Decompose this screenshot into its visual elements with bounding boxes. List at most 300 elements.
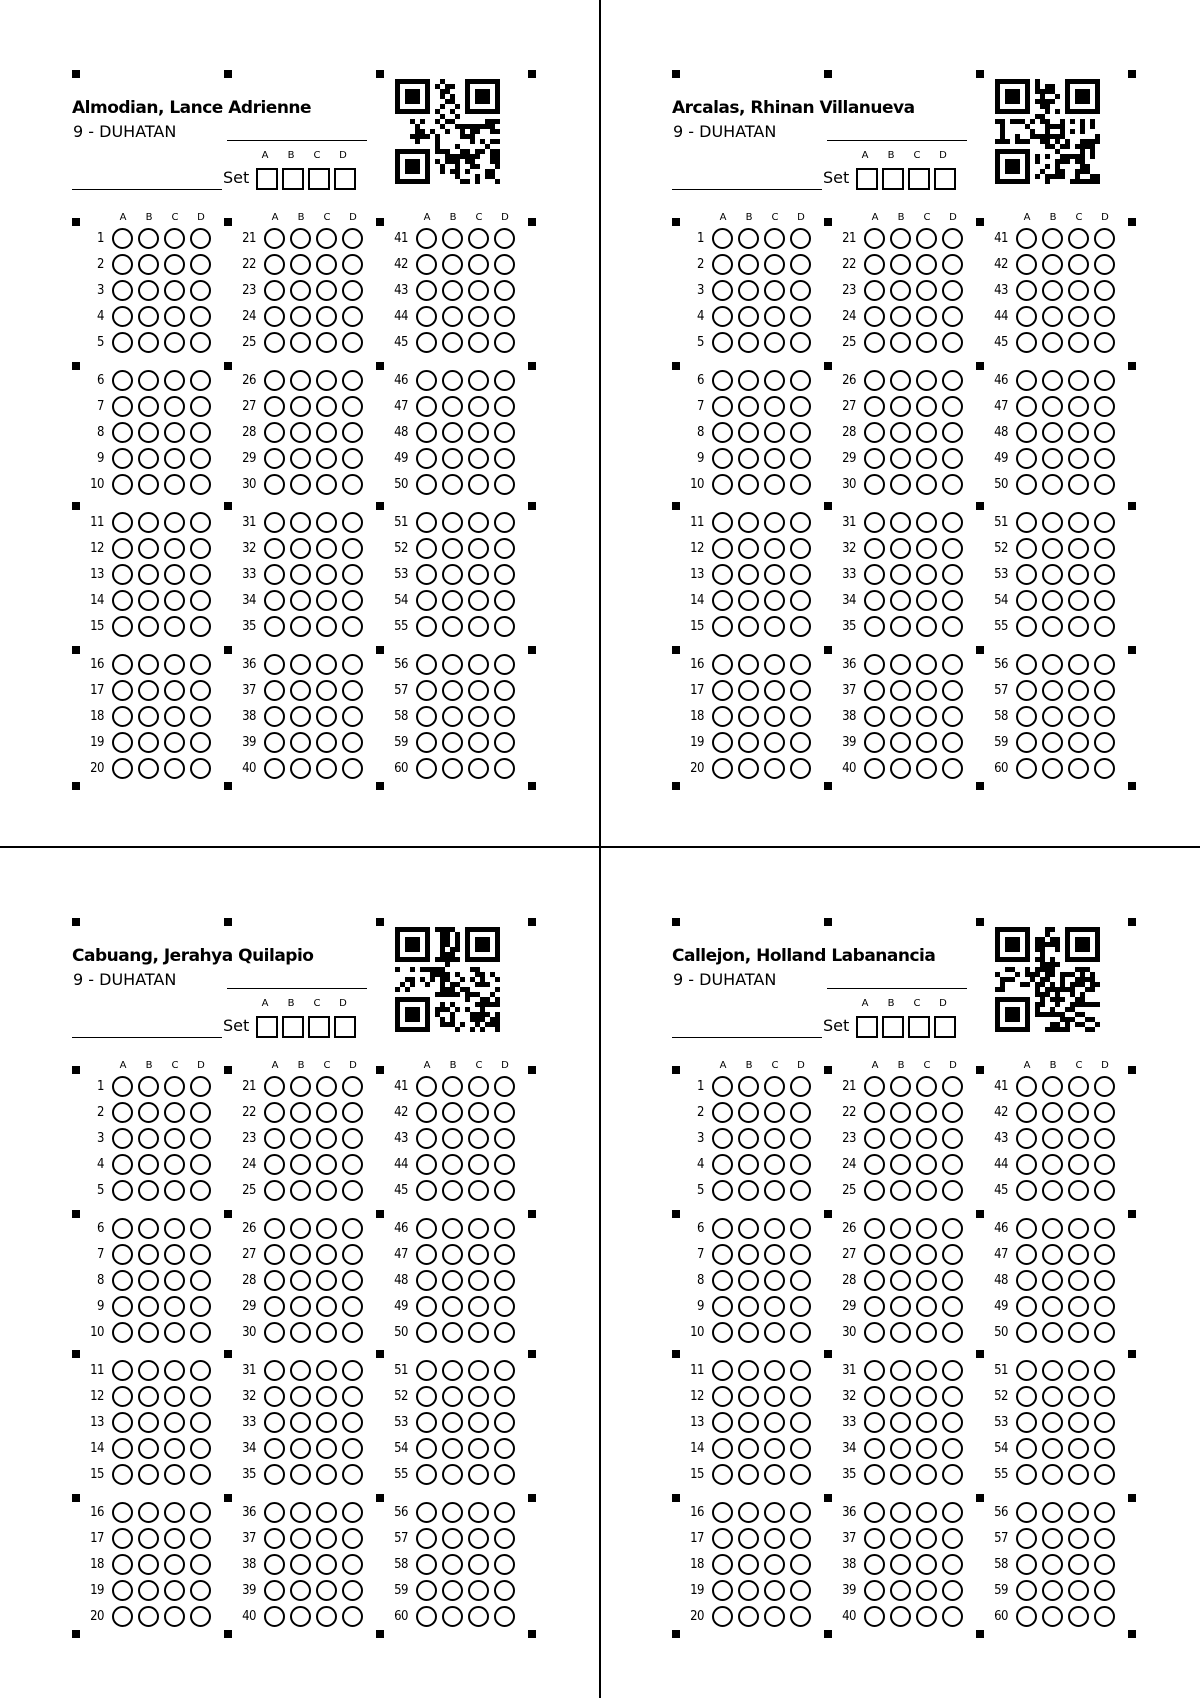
answer-bubble-icon[interactable] bbox=[442, 1154, 463, 1175]
answer-bubble-icon[interactable] bbox=[164, 474, 185, 495]
answer-bubble-icon[interactable] bbox=[1042, 474, 1063, 495]
answer-bubble-icon[interactable] bbox=[442, 1438, 463, 1459]
answer-bubble-icon[interactable] bbox=[316, 280, 337, 301]
answer-bubble-icon[interactable] bbox=[890, 1244, 911, 1265]
answer-bubble-icon[interactable] bbox=[864, 1554, 885, 1575]
answer-bubble-icon[interactable] bbox=[1042, 1180, 1063, 1201]
answer-bubble-icon[interactable] bbox=[790, 1076, 811, 1097]
answer-bubble-icon[interactable] bbox=[164, 590, 185, 611]
answer-bubble-icon[interactable] bbox=[468, 1296, 489, 1317]
answer-bubble-icon[interactable] bbox=[164, 1076, 185, 1097]
answer-bubble-icon[interactable] bbox=[468, 1502, 489, 1523]
answer-bubble-icon[interactable] bbox=[342, 706, 363, 727]
answer-bubble-icon[interactable] bbox=[712, 680, 733, 701]
answer-bubble-icon[interactable] bbox=[890, 538, 911, 559]
answer-bubble-icon[interactable] bbox=[316, 1076, 337, 1097]
answer-bubble-icon[interactable] bbox=[442, 654, 463, 675]
answer-bubble-icon[interactable] bbox=[1068, 1076, 1089, 1097]
answer-bubble-icon[interactable] bbox=[112, 396, 133, 417]
answer-bubble-icon[interactable] bbox=[112, 1244, 133, 1265]
answer-bubble-icon[interactable] bbox=[316, 1296, 337, 1317]
answer-bubble-icon[interactable] bbox=[494, 280, 515, 301]
answer-bubble-icon[interactable] bbox=[890, 1360, 911, 1381]
answer-bubble-icon[interactable] bbox=[916, 1412, 937, 1433]
answer-bubble-icon[interactable] bbox=[416, 1438, 437, 1459]
answer-bubble-icon[interactable] bbox=[1016, 1554, 1037, 1575]
answer-bubble-icon[interactable] bbox=[864, 706, 885, 727]
answer-bubble-icon[interactable] bbox=[1094, 1412, 1115, 1433]
answer-bubble-icon[interactable] bbox=[442, 1128, 463, 1149]
answer-bubble-icon[interactable] bbox=[468, 1154, 489, 1175]
answer-bubble-icon[interactable] bbox=[190, 1180, 211, 1201]
answer-bubble-icon[interactable] bbox=[494, 1386, 515, 1407]
answer-bubble-icon[interactable] bbox=[290, 1296, 311, 1317]
answer-bubble-icon[interactable] bbox=[1094, 1296, 1115, 1317]
answer-bubble-icon[interactable] bbox=[712, 254, 733, 275]
answer-bubble-icon[interactable] bbox=[190, 1554, 211, 1575]
answer-bubble-icon[interactable] bbox=[864, 512, 885, 533]
answer-bubble-icon[interactable] bbox=[316, 1464, 337, 1485]
answer-bubble-icon[interactable] bbox=[890, 1554, 911, 1575]
answer-bubble-icon[interactable] bbox=[1068, 396, 1089, 417]
answer-bubble-icon[interactable] bbox=[416, 1360, 437, 1381]
answer-bubble-icon[interactable] bbox=[738, 254, 759, 275]
answer-bubble-icon[interactable] bbox=[1068, 1296, 1089, 1317]
answer-bubble-icon[interactable] bbox=[1094, 1076, 1115, 1097]
answer-bubble-icon[interactable] bbox=[738, 732, 759, 753]
answer-bubble-icon[interactable] bbox=[316, 706, 337, 727]
answer-bubble-icon[interactable] bbox=[738, 1360, 759, 1381]
answer-bubble-icon[interactable] bbox=[164, 448, 185, 469]
answer-bubble-icon[interactable] bbox=[790, 1464, 811, 1485]
answer-bubble-icon[interactable] bbox=[738, 396, 759, 417]
answer-bubble-icon[interactable] bbox=[1094, 1154, 1115, 1175]
answer-bubble-icon[interactable] bbox=[442, 564, 463, 585]
answer-bubble-icon[interactable] bbox=[316, 1502, 337, 1523]
answer-bubble-icon[interactable] bbox=[112, 1270, 133, 1291]
answer-bubble-icon[interactable] bbox=[1042, 1102, 1063, 1123]
answer-bubble-icon[interactable] bbox=[790, 758, 811, 779]
answer-bubble-icon[interactable] bbox=[1016, 512, 1037, 533]
answer-bubble-icon[interactable] bbox=[290, 1386, 311, 1407]
answer-bubble-icon[interactable] bbox=[342, 1180, 363, 1201]
answer-bubble-icon[interactable] bbox=[264, 706, 285, 727]
answer-bubble-icon[interactable] bbox=[112, 538, 133, 559]
answer-bubble-icon[interactable] bbox=[416, 1464, 437, 1485]
answer-bubble-icon[interactable] bbox=[164, 370, 185, 391]
answer-bubble-icon[interactable] bbox=[790, 448, 811, 469]
answer-bubble-icon[interactable] bbox=[1042, 422, 1063, 443]
answer-bubble-icon[interactable] bbox=[864, 228, 885, 249]
answer-bubble-icon[interactable] bbox=[442, 1606, 463, 1627]
answer-bubble-icon[interactable] bbox=[942, 1438, 963, 1459]
answer-bubble-icon[interactable] bbox=[494, 1296, 515, 1317]
answer-bubble-icon[interactable] bbox=[1042, 306, 1063, 327]
answer-bubble-icon[interactable] bbox=[316, 1554, 337, 1575]
answer-bubble-icon[interactable] bbox=[864, 1218, 885, 1239]
answer-bubble-icon[interactable] bbox=[290, 1580, 311, 1601]
answer-bubble-icon[interactable] bbox=[790, 706, 811, 727]
answer-bubble-icon[interactable] bbox=[1094, 538, 1115, 559]
answer-bubble-icon[interactable] bbox=[738, 422, 759, 443]
answer-bubble-icon[interactable] bbox=[1016, 422, 1037, 443]
answer-bubble-icon[interactable] bbox=[468, 1464, 489, 1485]
answer-bubble-icon[interactable] bbox=[890, 512, 911, 533]
answer-bubble-icon[interactable] bbox=[416, 1180, 437, 1201]
answer-bubble-icon[interactable] bbox=[264, 370, 285, 391]
answer-bubble-icon[interactable] bbox=[442, 1464, 463, 1485]
answer-bubble-icon[interactable] bbox=[138, 228, 159, 249]
answer-bubble-icon[interactable] bbox=[864, 1270, 885, 1291]
answer-bubble-icon[interactable] bbox=[1094, 1360, 1115, 1381]
answer-bubble-icon[interactable] bbox=[290, 228, 311, 249]
answer-bubble-icon[interactable] bbox=[764, 538, 785, 559]
answer-bubble-icon[interactable] bbox=[1094, 1464, 1115, 1485]
answer-bubble-icon[interactable] bbox=[290, 1438, 311, 1459]
answer-bubble-icon[interactable] bbox=[864, 732, 885, 753]
answer-bubble-icon[interactable] bbox=[494, 654, 515, 675]
answer-bubble-icon[interactable] bbox=[416, 512, 437, 533]
answer-bubble-icon[interactable] bbox=[494, 1360, 515, 1381]
answer-bubble-icon[interactable] bbox=[890, 1606, 911, 1627]
answer-bubble-icon[interactable] bbox=[1016, 1180, 1037, 1201]
answer-bubble-icon[interactable] bbox=[342, 280, 363, 301]
answer-bubble-icon[interactable] bbox=[1016, 1244, 1037, 1265]
answer-bubble-icon[interactable] bbox=[138, 254, 159, 275]
answer-bubble-icon[interactable] bbox=[764, 422, 785, 443]
answer-bubble-icon[interactable] bbox=[764, 1218, 785, 1239]
answer-bubble-icon[interactable] bbox=[1094, 474, 1115, 495]
answer-bubble-icon[interactable] bbox=[764, 1606, 785, 1627]
answer-bubble-icon[interactable] bbox=[342, 1580, 363, 1601]
answer-bubble-icon[interactable] bbox=[916, 538, 937, 559]
answer-bubble-icon[interactable] bbox=[416, 590, 437, 611]
answer-bubble-icon[interactable] bbox=[712, 422, 733, 443]
answer-bubble-icon[interactable] bbox=[790, 1102, 811, 1123]
answer-bubble-icon[interactable] bbox=[290, 1528, 311, 1549]
answer-bubble-icon[interactable] bbox=[1094, 680, 1115, 701]
answer-bubble-icon[interactable] bbox=[916, 616, 937, 637]
answer-bubble-icon[interactable] bbox=[190, 1412, 211, 1433]
answer-bubble-icon[interactable] bbox=[890, 1102, 911, 1123]
answer-bubble-icon[interactable] bbox=[264, 1270, 285, 1291]
answer-bubble-icon[interactable] bbox=[138, 1502, 159, 1523]
answer-bubble-icon[interactable] bbox=[916, 370, 937, 391]
answer-bubble-icon[interactable] bbox=[264, 616, 285, 637]
answer-bubble-icon[interactable] bbox=[290, 448, 311, 469]
answer-bubble-icon[interactable] bbox=[890, 1180, 911, 1201]
answer-bubble-icon[interactable] bbox=[790, 654, 811, 675]
answer-bubble-icon[interactable] bbox=[942, 1270, 963, 1291]
answer-bubble-icon[interactable] bbox=[112, 448, 133, 469]
answer-bubble-icon[interactable] bbox=[164, 1502, 185, 1523]
answer-bubble-icon[interactable] bbox=[864, 564, 885, 585]
answer-bubble-icon[interactable] bbox=[1042, 1412, 1063, 1433]
answer-bubble-icon[interactable] bbox=[1042, 1606, 1063, 1627]
answer-bubble-icon[interactable] bbox=[738, 512, 759, 533]
answer-bubble-icon[interactable] bbox=[442, 474, 463, 495]
answer-bubble-icon[interactable] bbox=[416, 1322, 437, 1343]
answer-bubble-icon[interactable] bbox=[942, 422, 963, 443]
answer-bubble-icon[interactable] bbox=[164, 1244, 185, 1265]
answer-bubble-icon[interactable] bbox=[316, 1180, 337, 1201]
answer-bubble-icon[interactable] bbox=[342, 654, 363, 675]
answer-bubble-icon[interactable] bbox=[264, 1296, 285, 1317]
answer-bubble-icon[interactable] bbox=[1016, 1218, 1037, 1239]
answer-bubble-icon[interactable] bbox=[764, 1322, 785, 1343]
answer-bubble-icon[interactable] bbox=[342, 1464, 363, 1485]
answer-bubble-icon[interactable] bbox=[1016, 1360, 1037, 1381]
answer-bubble-icon[interactable] bbox=[494, 1580, 515, 1601]
answer-bubble-icon[interactable] bbox=[190, 1296, 211, 1317]
answer-bubble-icon[interactable] bbox=[942, 680, 963, 701]
answer-bubble-icon[interactable] bbox=[864, 1386, 885, 1407]
answer-bubble-icon[interactable] bbox=[264, 1554, 285, 1575]
answer-bubble-icon[interactable] bbox=[290, 1180, 311, 1201]
answer-bubble-icon[interactable] bbox=[264, 512, 285, 533]
answer-bubble-icon[interactable] bbox=[712, 1528, 733, 1549]
answer-bubble-icon[interactable] bbox=[1094, 564, 1115, 585]
answer-bubble-icon[interactable] bbox=[864, 1180, 885, 1201]
answer-bubble-icon[interactable] bbox=[416, 1296, 437, 1317]
answer-bubble-icon[interactable] bbox=[764, 1296, 785, 1317]
answer-bubble-icon[interactable] bbox=[1042, 1554, 1063, 1575]
answer-bubble-icon[interactable] bbox=[416, 654, 437, 675]
answer-bubble-icon[interactable] bbox=[494, 1412, 515, 1433]
answer-bubble-icon[interactable] bbox=[342, 732, 363, 753]
answer-bubble-icon[interactable] bbox=[468, 280, 489, 301]
answer-bubble-icon[interactable] bbox=[494, 1322, 515, 1343]
answer-bubble-icon[interactable] bbox=[112, 1386, 133, 1407]
answer-bubble-icon[interactable] bbox=[416, 254, 437, 275]
answer-bubble-icon[interactable] bbox=[290, 1360, 311, 1381]
answer-bubble-icon[interactable] bbox=[1094, 1528, 1115, 1549]
answer-bubble-icon[interactable] bbox=[264, 1438, 285, 1459]
answer-bubble-icon[interactable] bbox=[164, 280, 185, 301]
answer-bubble-icon[interactable] bbox=[494, 564, 515, 585]
answer-bubble-icon[interactable] bbox=[442, 732, 463, 753]
answer-bubble-icon[interactable] bbox=[738, 1218, 759, 1239]
answer-bubble-icon[interactable] bbox=[442, 1076, 463, 1097]
answer-bubble-icon[interactable] bbox=[342, 370, 363, 391]
set-choice-box[interactable] bbox=[334, 1016, 356, 1038]
answer-bubble-icon[interactable] bbox=[494, 680, 515, 701]
answer-bubble-icon[interactable] bbox=[342, 1412, 363, 1433]
answer-bubble-icon[interactable] bbox=[1068, 706, 1089, 727]
answer-bubble-icon[interactable] bbox=[468, 1270, 489, 1291]
answer-bubble-icon[interactable] bbox=[1068, 616, 1089, 637]
answer-bubble-icon[interactable] bbox=[264, 332, 285, 353]
answer-bubble-icon[interactable] bbox=[890, 758, 911, 779]
answer-bubble-icon[interactable] bbox=[494, 1438, 515, 1459]
answer-bubble-icon[interactable] bbox=[1094, 732, 1115, 753]
answer-bubble-icon[interactable] bbox=[864, 1128, 885, 1149]
answer-bubble-icon[interactable] bbox=[1068, 590, 1089, 611]
answer-bubble-icon[interactable] bbox=[942, 254, 963, 275]
answer-bubble-icon[interactable] bbox=[764, 1360, 785, 1381]
answer-bubble-icon[interactable] bbox=[890, 422, 911, 443]
answer-bubble-icon[interactable] bbox=[1016, 448, 1037, 469]
answer-bubble-icon[interactable] bbox=[164, 1180, 185, 1201]
answer-bubble-icon[interactable] bbox=[264, 1218, 285, 1239]
answer-bubble-icon[interactable] bbox=[416, 680, 437, 701]
answer-bubble-icon[interactable] bbox=[942, 1606, 963, 1627]
answer-bubble-icon[interactable] bbox=[190, 1580, 211, 1601]
answer-bubble-icon[interactable] bbox=[416, 280, 437, 301]
answer-bubble-icon[interactable] bbox=[164, 1270, 185, 1291]
answer-bubble-icon[interactable] bbox=[712, 396, 733, 417]
answer-bubble-icon[interactable] bbox=[1016, 280, 1037, 301]
answer-bubble-icon[interactable] bbox=[916, 1438, 937, 1459]
answer-bubble-icon[interactable] bbox=[316, 1360, 337, 1381]
answer-bubble-icon[interactable] bbox=[164, 254, 185, 275]
answer-bubble-icon[interactable] bbox=[342, 1554, 363, 1575]
answer-bubble-icon[interactable] bbox=[164, 1128, 185, 1149]
answer-bubble-icon[interactable] bbox=[712, 1322, 733, 1343]
answer-bubble-icon[interactable] bbox=[342, 306, 363, 327]
answer-bubble-icon[interactable] bbox=[942, 732, 963, 753]
answer-bubble-icon[interactable] bbox=[1094, 1102, 1115, 1123]
answer-bubble-icon[interactable] bbox=[112, 1580, 133, 1601]
answer-bubble-icon[interactable] bbox=[138, 1154, 159, 1175]
answer-bubble-icon[interactable] bbox=[190, 280, 211, 301]
answer-bubble-icon[interactable] bbox=[764, 306, 785, 327]
answer-bubble-icon[interactable] bbox=[264, 1412, 285, 1433]
answer-bubble-icon[interactable] bbox=[342, 1606, 363, 1627]
set-choice-box[interactable] bbox=[934, 168, 956, 190]
answer-bubble-icon[interactable] bbox=[1042, 564, 1063, 585]
answer-bubble-icon[interactable] bbox=[738, 706, 759, 727]
answer-bubble-icon[interactable] bbox=[790, 564, 811, 585]
answer-bubble-icon[interactable] bbox=[712, 228, 733, 249]
answer-bubble-icon[interactable] bbox=[342, 1360, 363, 1381]
answer-bubble-icon[interactable] bbox=[112, 1296, 133, 1317]
answer-bubble-icon[interactable] bbox=[764, 616, 785, 637]
answer-bubble-icon[interactable] bbox=[890, 1218, 911, 1239]
answer-bubble-icon[interactable] bbox=[712, 1554, 733, 1575]
answer-bubble-icon[interactable] bbox=[790, 228, 811, 249]
answer-bubble-icon[interactable] bbox=[1042, 1580, 1063, 1601]
answer-bubble-icon[interactable] bbox=[342, 332, 363, 353]
answer-bubble-icon[interactable] bbox=[468, 590, 489, 611]
answer-bubble-icon[interactable] bbox=[442, 228, 463, 249]
answer-bubble-icon[interactable] bbox=[864, 590, 885, 611]
answer-bubble-icon[interactable] bbox=[712, 1244, 733, 1265]
answer-bubble-icon[interactable] bbox=[138, 1386, 159, 1407]
answer-bubble-icon[interactable] bbox=[916, 1528, 937, 1549]
answer-bubble-icon[interactable] bbox=[1068, 1360, 1089, 1381]
answer-bubble-icon[interactable] bbox=[112, 758, 133, 779]
answer-bubble-icon[interactable] bbox=[264, 1154, 285, 1175]
answer-bubble-icon[interactable] bbox=[416, 448, 437, 469]
answer-bubble-icon[interactable] bbox=[1042, 1076, 1063, 1097]
answer-bubble-icon[interactable] bbox=[1068, 538, 1089, 559]
answer-bubble-icon[interactable] bbox=[316, 1386, 337, 1407]
answer-bubble-icon[interactable] bbox=[916, 306, 937, 327]
answer-bubble-icon[interactable] bbox=[494, 538, 515, 559]
answer-bubble-icon[interactable] bbox=[864, 332, 885, 353]
answer-bubble-icon[interactable] bbox=[1068, 1244, 1089, 1265]
answer-bubble-icon[interactable] bbox=[864, 1412, 885, 1433]
answer-bubble-icon[interactable] bbox=[1016, 1270, 1037, 1291]
answer-bubble-icon[interactable] bbox=[764, 474, 785, 495]
answer-bubble-icon[interactable] bbox=[942, 1154, 963, 1175]
answer-bubble-icon[interactable] bbox=[468, 1528, 489, 1549]
answer-bubble-icon[interactable] bbox=[190, 1244, 211, 1265]
answer-bubble-icon[interactable] bbox=[738, 448, 759, 469]
answer-bubble-icon[interactable] bbox=[290, 1102, 311, 1123]
answer-bubble-icon[interactable] bbox=[712, 590, 733, 611]
answer-bubble-icon[interactable] bbox=[138, 422, 159, 443]
answer-bubble-icon[interactable] bbox=[942, 1296, 963, 1317]
answer-bubble-icon[interactable] bbox=[494, 1502, 515, 1523]
answer-bubble-icon[interactable] bbox=[290, 396, 311, 417]
answer-bubble-icon[interactable] bbox=[442, 1580, 463, 1601]
answer-bubble-icon[interactable] bbox=[738, 680, 759, 701]
answer-bubble-icon[interactable] bbox=[416, 1076, 437, 1097]
answer-bubble-icon[interactable] bbox=[864, 1076, 885, 1097]
answer-bubble-icon[interactable] bbox=[164, 732, 185, 753]
answer-bubble-icon[interactable] bbox=[1094, 654, 1115, 675]
answer-bubble-icon[interactable] bbox=[190, 1154, 211, 1175]
answer-bubble-icon[interactable] bbox=[442, 1102, 463, 1123]
answer-bubble-icon[interactable] bbox=[1094, 1438, 1115, 1459]
answer-bubble-icon[interactable] bbox=[1016, 1102, 1037, 1123]
answer-bubble-icon[interactable] bbox=[890, 370, 911, 391]
answer-bubble-icon[interactable] bbox=[764, 1412, 785, 1433]
answer-bubble-icon[interactable] bbox=[494, 1528, 515, 1549]
answer-bubble-icon[interactable] bbox=[316, 512, 337, 533]
answer-bubble-icon[interactable] bbox=[890, 1154, 911, 1175]
answer-bubble-icon[interactable] bbox=[494, 254, 515, 275]
answer-bubble-icon[interactable] bbox=[138, 590, 159, 611]
answer-bubble-icon[interactable] bbox=[942, 654, 963, 675]
answer-bubble-icon[interactable] bbox=[890, 1296, 911, 1317]
answer-bubble-icon[interactable] bbox=[190, 1386, 211, 1407]
answer-bubble-icon[interactable] bbox=[738, 1154, 759, 1175]
answer-bubble-icon[interactable] bbox=[342, 396, 363, 417]
answer-bubble-icon[interactable] bbox=[112, 1464, 133, 1485]
answer-bubble-icon[interactable] bbox=[290, 306, 311, 327]
answer-bubble-icon[interactable] bbox=[264, 306, 285, 327]
answer-bubble-icon[interactable] bbox=[1094, 280, 1115, 301]
answer-bubble-icon[interactable] bbox=[1094, 1554, 1115, 1575]
answer-bubble-icon[interactable] bbox=[916, 1386, 937, 1407]
answer-bubble-icon[interactable] bbox=[138, 1102, 159, 1123]
answer-bubble-icon[interactable] bbox=[738, 1322, 759, 1343]
answer-bubble-icon[interactable] bbox=[916, 1244, 937, 1265]
answer-bubble-icon[interactable] bbox=[1042, 1270, 1063, 1291]
answer-bubble-icon[interactable] bbox=[190, 332, 211, 353]
answer-bubble-icon[interactable] bbox=[1068, 1580, 1089, 1601]
answer-bubble-icon[interactable] bbox=[764, 564, 785, 585]
answer-bubble-icon[interactable] bbox=[1068, 228, 1089, 249]
answer-bubble-icon[interactable] bbox=[712, 332, 733, 353]
answer-bubble-icon[interactable] bbox=[790, 396, 811, 417]
answer-bubble-icon[interactable] bbox=[190, 1502, 211, 1523]
answer-bubble-icon[interactable] bbox=[916, 732, 937, 753]
answer-bubble-icon[interactable] bbox=[342, 254, 363, 275]
answer-bubble-icon[interactable] bbox=[342, 1322, 363, 1343]
answer-bubble-icon[interactable] bbox=[264, 422, 285, 443]
set-choice-box[interactable] bbox=[882, 1016, 904, 1038]
answer-bubble-icon[interactable] bbox=[190, 512, 211, 533]
answer-bubble-icon[interactable] bbox=[890, 448, 911, 469]
answer-bubble-icon[interactable] bbox=[468, 1386, 489, 1407]
answer-bubble-icon[interactable] bbox=[416, 1128, 437, 1149]
answer-bubble-icon[interactable] bbox=[942, 1218, 963, 1239]
answer-bubble-icon[interactable] bbox=[890, 332, 911, 353]
